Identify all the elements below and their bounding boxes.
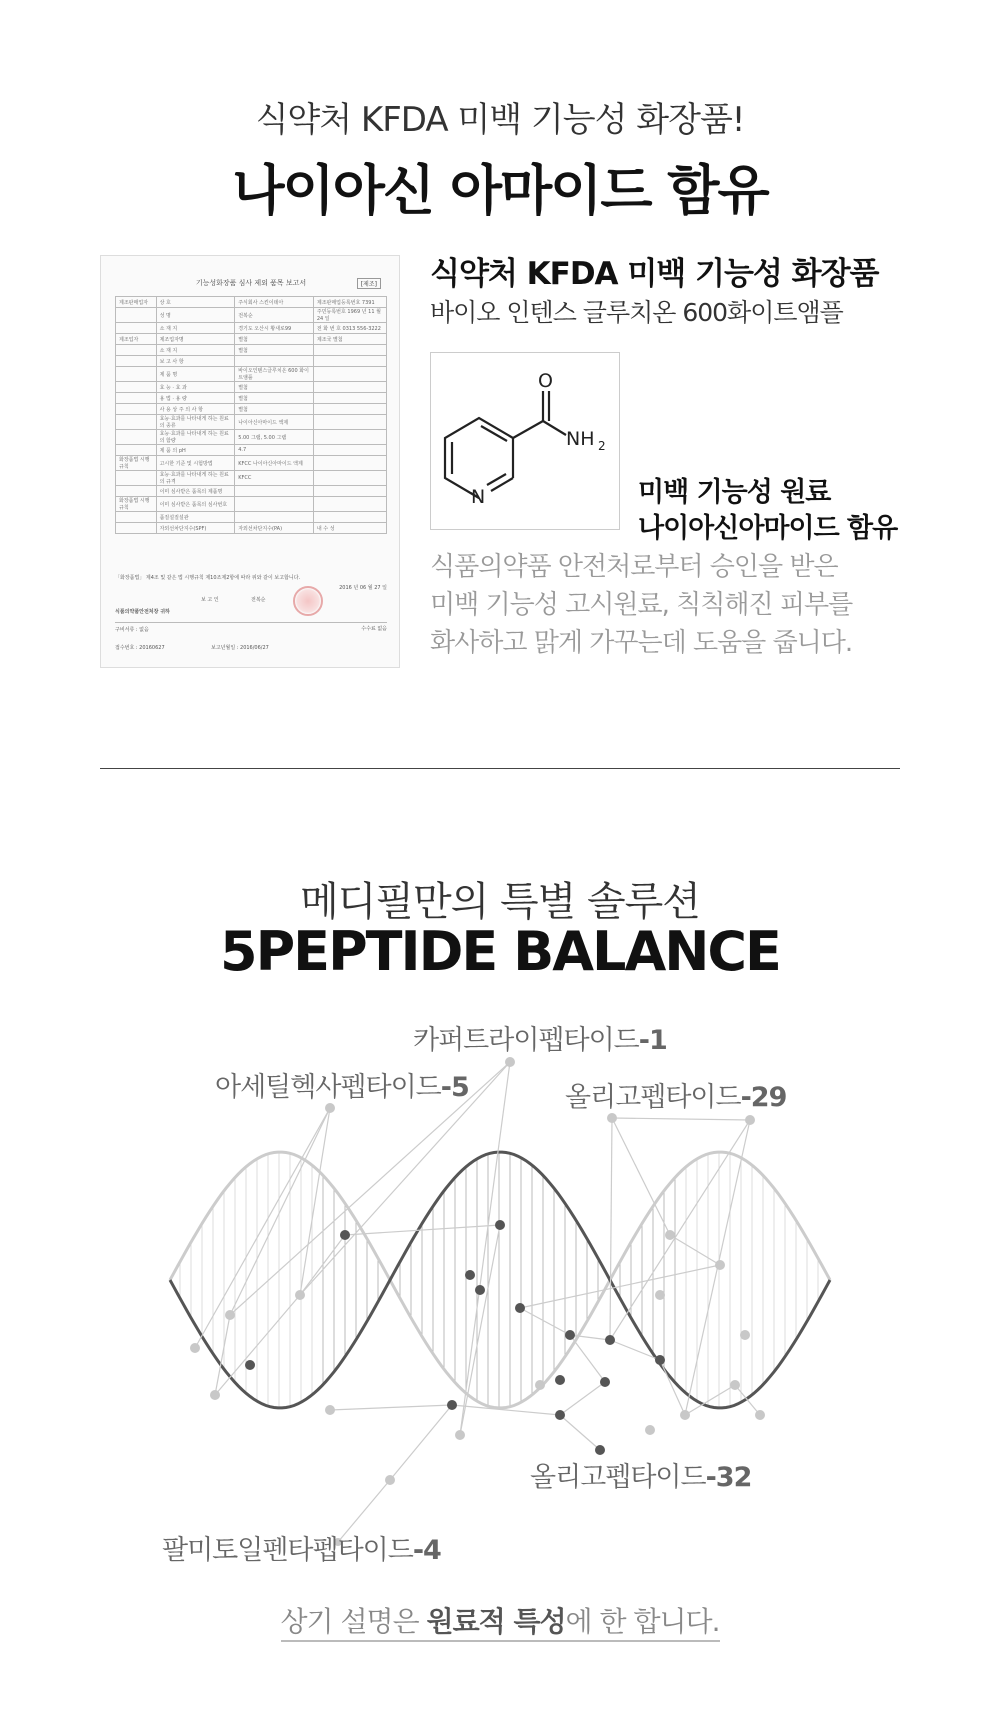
dna-node [680, 1410, 690, 1420]
report-cell [235, 356, 314, 367]
report-title: 기능성화장품 심사 제외 품목 보고서 [195, 279, 307, 287]
section1-subtitle: 식약처 KFDA 미백 기능성 화장품! [255, 100, 745, 140]
description-line: 화사하고 맑게 가꾸는데 도움을 줍니다. [430, 628, 853, 658]
dna-node [565, 1330, 575, 1340]
kfda-heading: 식약처 KFDA 미백 기능성 화장품 [430, 256, 879, 292]
report-cell: KFCC [235, 471, 314, 486]
dna-node [225, 1310, 235, 1320]
dna-node [730, 1380, 740, 1390]
report-cell [116, 393, 157, 404]
report-cell: 소 재 지 [156, 345, 235, 356]
dna-node [595, 1445, 605, 1455]
section2-title: 5PEPTIDE BALANCE [220, 920, 780, 983]
report-row [116, 297, 387, 308]
report-cell [116, 523, 157, 534]
report-row [116, 497, 387, 512]
report-cell [313, 404, 386, 415]
report-tag: [제조] [357, 278, 381, 289]
report-cell [116, 445, 157, 456]
report-reporter-label: 보 고 인 [201, 597, 219, 603]
report-cell: 이미 심사받은 품목의 심사번호 [156, 497, 235, 512]
report-row [116, 334, 387, 345]
material-line2: 나이아신아마이드 함유 [638, 513, 898, 544]
dna-node [325, 1103, 335, 1113]
section-divider [100, 768, 900, 769]
material-line1: 미백 기능성 원료 [638, 477, 831, 508]
dna-node [340, 1230, 350, 1240]
report-cell: 별첨 [235, 393, 314, 404]
dna-network-link [560, 1382, 605, 1415]
report-cell: 효능·효과를 나타내게 하는 원료의 규격 [156, 471, 235, 486]
dna-network-link [195, 1108, 330, 1348]
report-cell [313, 367, 386, 382]
report-row [116, 356, 387, 367]
report-cell: 나이아신아마이드 액제 [235, 415, 314, 430]
report-cell: 효 능 · 효 과 [156, 382, 235, 393]
report-cell [313, 382, 386, 393]
report-cell: 소 재 지 [156, 323, 235, 334]
report-cell [116, 512, 157, 523]
report-table [115, 296, 387, 534]
report-cell: 별첨 [235, 382, 314, 393]
dna-node [495, 1220, 505, 1230]
report-cell: 내 수 성 [313, 523, 386, 534]
atom-nh2-subscript: 2 [598, 439, 606, 453]
dna-node [600, 1377, 610, 1387]
report-row [116, 367, 387, 382]
report-cell: 바이오인텐스글루치온 600 화이트앰플 [235, 367, 314, 382]
report-cell [313, 512, 386, 523]
dna-node [465, 1270, 475, 1280]
report-cell: 효능·효과를 나타내게 하는 원료의 함량 [156, 430, 235, 445]
report-cell [313, 430, 386, 445]
report-row [116, 415, 387, 430]
report-cell: KFCC 나이아신아마이드 액제 [235, 456, 314, 471]
report-fee: 수수료 없음 [361, 626, 387, 632]
dna-network-link [560, 1415, 600, 1450]
dna-node [555, 1410, 565, 1420]
dna-node [535, 1380, 545, 1390]
report-cell [116, 323, 157, 334]
peptide-label-1: 카퍼트라이펩타이드-1 [413, 1025, 667, 1056]
report-row [116, 382, 387, 393]
report-row [116, 323, 387, 334]
report-cell [235, 486, 314, 497]
approval-description [430, 548, 950, 662]
dna-network-link [570, 1335, 605, 1382]
report-cell [116, 345, 157, 356]
report-cell: 전 화 번 호 0313 556-3222 [313, 323, 386, 334]
section1-title: 나이아신 아마이드 함유 [232, 159, 768, 222]
report-cell: 상 호 [156, 297, 235, 308]
dna-node [745, 1115, 755, 1125]
dna-network-link [460, 1062, 510, 1435]
dna-node [645, 1425, 655, 1435]
report-cell: 4.7 [235, 445, 314, 456]
dna-network-link [610, 1118, 612, 1340]
report-receipt-no: 접수번호 : 20160627 [115, 645, 165, 651]
report-row [116, 445, 387, 456]
product-name: 바이오 인텐스 글루치온 600화이트앰플 [430, 298, 843, 327]
atom-n: N [471, 486, 486, 508]
peptide-label-4: 올리고펩타이드-32 [530, 1462, 752, 1493]
report-cell [116, 404, 157, 415]
dna-node [655, 1355, 665, 1365]
dna-network-link [610, 1120, 750, 1340]
niacinamide-structure [430, 352, 620, 530]
dna-node [755, 1410, 765, 1420]
report-cell [313, 497, 386, 512]
atom-nh2: NH [566, 428, 595, 450]
report-cell: 화장품법 시행규칙 [116, 456, 157, 471]
report-cell: 제 품 의 pH [156, 445, 235, 456]
report-row [116, 512, 387, 523]
report-cell: 별첨 [235, 334, 314, 345]
dna-node [607, 1113, 617, 1123]
dna-node [385, 1475, 395, 1485]
dna-network-link [215, 1315, 230, 1395]
peptide-label-3: 올리고펩타이드-29 [565, 1082, 787, 1113]
report-cell: 보 고 사 항 [156, 356, 235, 367]
report-cell: 제조업자 [116, 334, 157, 345]
peptide-label-2: 아세틸헥사펩타이드-5 [215, 1072, 469, 1103]
report-cell [313, 456, 386, 471]
report-cell [116, 382, 157, 393]
report-cell [313, 486, 386, 497]
dna-network-link [612, 1118, 670, 1235]
report-cell: 화장품법 시행규칙 [116, 497, 157, 512]
report-reporter-name: 전복순 [251, 597, 266, 603]
dna-node [245, 1360, 255, 1370]
report-cell: 자외선차단지수(SPF) [156, 523, 235, 534]
dna-network-link [612, 1118, 750, 1120]
peptide-label-5: 팔미토일펜타펩타이드-4 [162, 1535, 441, 1566]
report-report-date: 보고년월일 : 2016/06/27 [211, 645, 269, 651]
report-row [116, 393, 387, 404]
dna-node [665, 1230, 675, 1240]
report-cell: 이미 심사받은 품목의 제품명 [156, 486, 235, 497]
dna-helix-illustration [0, 990, 1000, 1570]
report-cell: 제조판매업등록번호 7391 [313, 297, 386, 308]
dna-node [740, 1330, 750, 1340]
report-row [116, 471, 387, 486]
report-cell: 경기도 오산시 황새로99 [235, 323, 314, 334]
dna-node [505, 1057, 515, 1067]
dna-node [295, 1290, 305, 1300]
dna-network-link [670, 1235, 720, 1265]
report-cell [116, 486, 157, 497]
report-date: 2016 년 06 월 27 일 [339, 585, 387, 591]
report-row [116, 456, 387, 471]
description-line: 식품의약품 안전처로부터 승인을 받은 [430, 552, 838, 582]
report-row [116, 486, 387, 497]
dna-node [655, 1290, 665, 1300]
report-authority: 식품의약품안전처장 귀하 [115, 609, 170, 615]
report-row [116, 308, 387, 323]
dna-node [447, 1400, 457, 1410]
report-cell [116, 430, 157, 445]
report-cell: 별첨 [235, 345, 314, 356]
dna-network-link [230, 1108, 330, 1315]
dna-node [325, 1405, 335, 1415]
report-cell: 주민등록번호 1969 년 11 월 24 일 [313, 308, 386, 323]
report-cell: 주식회사 스킨이데아 [235, 297, 314, 308]
report-cell [313, 415, 386, 430]
report-cell: 사 용 상 주 의 사 항 [156, 404, 235, 415]
report-row [116, 345, 387, 356]
report-cell: 효능·효과를 나타내게 하는 원료의 종류 [156, 415, 235, 430]
report-cell: 자외선차단지수(PA) [235, 523, 314, 534]
report-cell [313, 445, 386, 456]
report-cell: 제조판매업자 [116, 297, 157, 308]
report-cell [116, 471, 157, 486]
report-row [116, 404, 387, 415]
report-cell: 제조업자명 [156, 334, 235, 345]
report-row [116, 430, 387, 445]
dna-node [515, 1303, 525, 1313]
dna-node [210, 1390, 220, 1400]
disclaimer-note: 상기 설명은 원료적 특성에 한 합니다. [0, 1600, 1000, 1640]
dna-node [190, 1343, 200, 1353]
report-cell: 품질설질설관 [156, 512, 235, 523]
report-cell: 고시한 기준 및 시험방법 [156, 456, 235, 471]
description-line: 미백 기능성 고시원료, 칙칙해진 피부를 [430, 590, 853, 620]
dna-node [475, 1285, 485, 1295]
report-cell [313, 471, 386, 486]
dna-network-link [390, 1405, 452, 1480]
niacinamide-molecule-icon [431, 353, 621, 531]
report-row [116, 523, 387, 534]
report-cell [116, 308, 157, 323]
report-cell: 용 법 · 용 량 [156, 393, 235, 404]
dna-node [605, 1335, 615, 1345]
report-cell: 5.00 그램, 5.00 그램 [235, 430, 314, 445]
report-cell: 전복순 [235, 308, 314, 323]
report-cell: 별첨 [235, 404, 314, 415]
report-cell [313, 393, 386, 404]
report-cell: 제 품 명 [156, 367, 235, 382]
report-cell [235, 512, 314, 523]
dna-network-link [330, 1405, 452, 1410]
report-cell: 성 명 [156, 308, 235, 323]
report-cell [116, 415, 157, 430]
dna-network-link [520, 1308, 570, 1335]
report-cell [313, 356, 386, 367]
report-cell [116, 356, 157, 367]
section2-subtitle: 메디필만의 특별 솔루션 [300, 879, 700, 925]
dna-node [455, 1430, 465, 1440]
report-cell [235, 497, 314, 512]
dna-node [555, 1375, 565, 1385]
atom-o: O [538, 370, 553, 392]
kfda-report-document [100, 255, 400, 668]
report-cell: 제조국 별첨 [313, 334, 386, 345]
report-cell [313, 345, 386, 356]
dna-node [715, 1260, 725, 1270]
report-law-text: 「화장품법」 제4조 및 같은 법 시행규칙 제10조제2항에 따라 위와 같이 보고합니다. [115, 575, 301, 581]
report-attachments: 구비서류 : 없음 [115, 622, 387, 633]
report-cell [116, 367, 157, 382]
